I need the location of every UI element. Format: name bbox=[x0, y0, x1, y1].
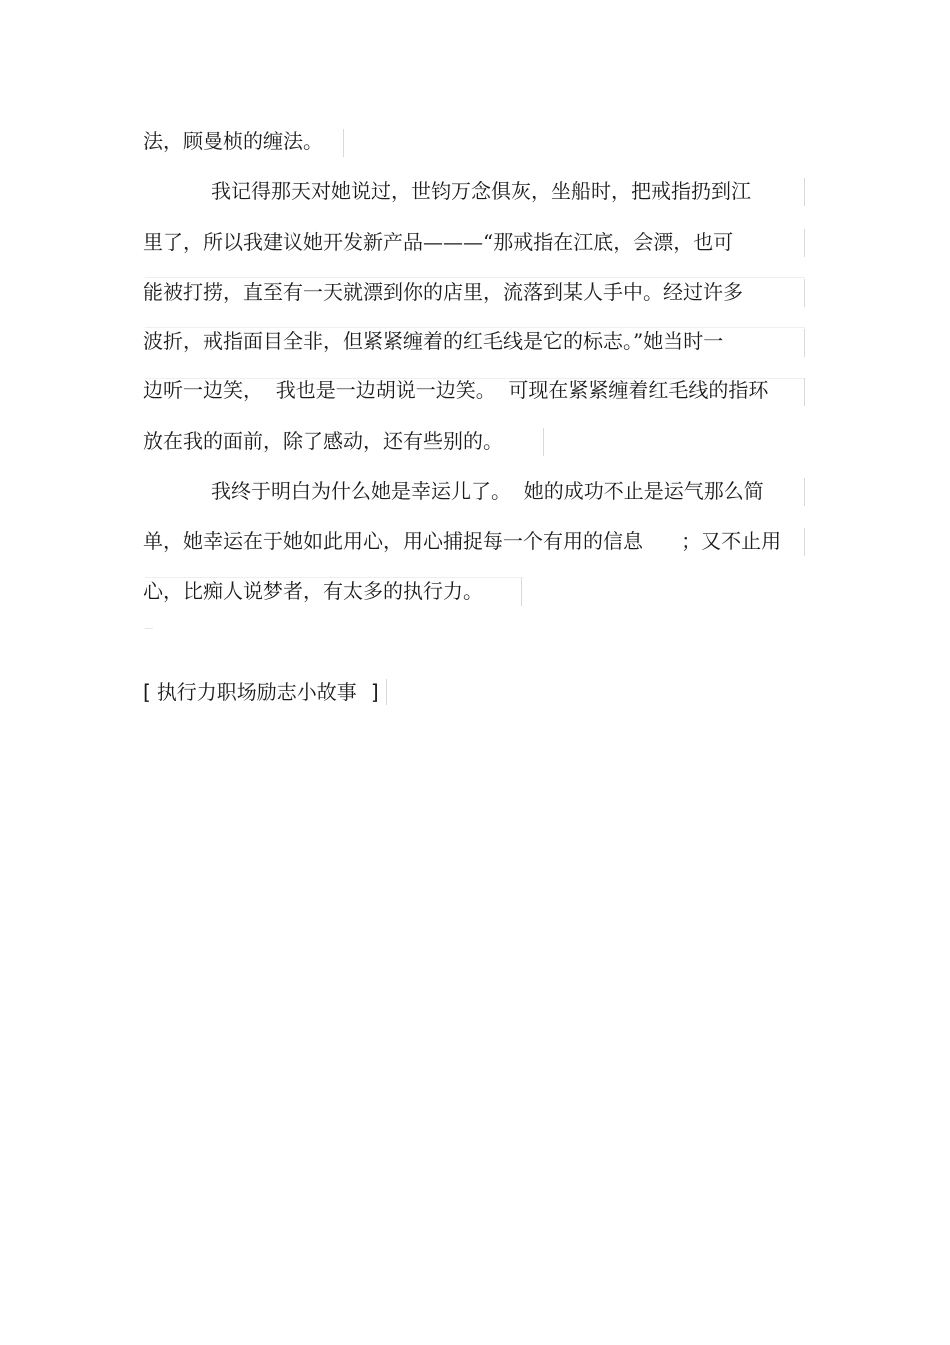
margin-mark bbox=[804, 229, 805, 257]
margin-mark bbox=[804, 478, 805, 506]
margin-mark bbox=[804, 178, 805, 206]
paragraph-line bbox=[143, 576, 483, 606]
related-article-reference[interactable] bbox=[143, 676, 379, 708]
line-text: 放在我的面前，除了感动，还有些别的。 bbox=[143, 429, 503, 453]
margin-mark bbox=[386, 679, 387, 705]
paragraph-line bbox=[143, 526, 781, 556]
paragraph-line bbox=[143, 126, 323, 156]
margin-mark bbox=[543, 428, 544, 456]
margin-mark bbox=[804, 279, 805, 307]
line-text: 我记得那天对她说过，世钧万念俱灰，坐船时，把戒指扔到江 bbox=[211, 179, 751, 203]
paragraph-line bbox=[143, 426, 503, 456]
paragraph-line bbox=[143, 326, 723, 356]
margin-mark bbox=[804, 329, 805, 357]
paragraph-line bbox=[143, 227, 733, 257]
line-text: 单，她幸运在于她如此用心，用心捕捉每一个有用的信息 ；又不止用 bbox=[143, 529, 782, 553]
margin-mark bbox=[804, 378, 805, 406]
margin-mark bbox=[343, 129, 344, 157]
line-text: 能被打捞，直至有一天就漂到你的店里，流落到某人手中。经过许多 bbox=[143, 280, 743, 304]
paragraph-line bbox=[211, 176, 751, 206]
line-text: 法，顾曼桢的缠法。 bbox=[143, 129, 323, 153]
line-text: 心，比痴人说梦者，有太多的执行力。 bbox=[143, 579, 483, 603]
margin-mark bbox=[145, 628, 153, 629]
paragraph-line bbox=[143, 277, 743, 307]
margin-mark bbox=[804, 528, 805, 556]
line-text: 波折，戒指面目全非，但紧紧缠着的红毛线是它的标志。”她当时一 bbox=[143, 329, 724, 353]
close-bracket: ] bbox=[370, 680, 379, 704]
line-text: 里了，所以我建议她开发新产品———“那戒指在江底，会漂，也可 bbox=[143, 230, 734, 254]
paragraph-line bbox=[211, 476, 764, 506]
line-text: 边听一边笑， 我也是一边胡说一边笑。 可现在紧紧缠着红毛线的指环 bbox=[143, 378, 769, 402]
margin-mark bbox=[521, 578, 522, 606]
open-bracket: [ bbox=[143, 680, 151, 704]
line-text: 我终于明白为什么她是幸运儿了。 她的成功不止是运气那么简 bbox=[211, 479, 764, 503]
paragraph-line bbox=[143, 375, 768, 405]
related-article-title[interactable]: 执行力职场励志小故事 bbox=[156, 680, 357, 704]
